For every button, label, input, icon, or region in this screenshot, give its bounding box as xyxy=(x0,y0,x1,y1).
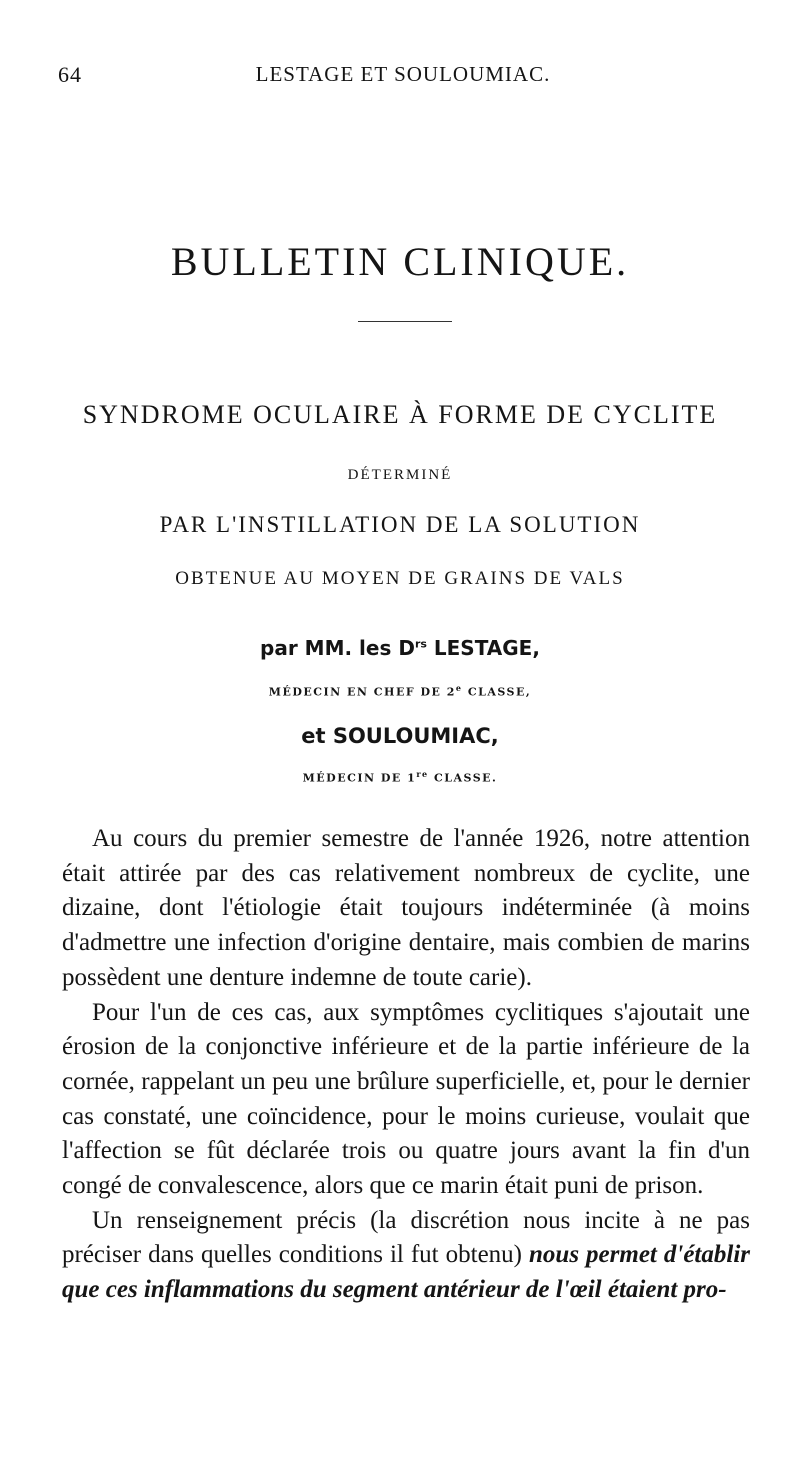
second-author-role-pre: MÉDECIN DE 1 xyxy=(302,771,417,785)
first-author-role-post: CLASSE, xyxy=(467,685,532,699)
article-title-line-4: OBTENUE AU MOYEN DE GRAINS DE VALS xyxy=(175,568,625,589)
first-author-role-pre: MÉDECIN EN CHEF DE 2 xyxy=(268,685,456,699)
first-author-role-sup: e xyxy=(455,683,463,693)
second-author-line: et SOULOUMIAC, xyxy=(301,724,499,748)
first-author-name: LESTAGE, xyxy=(433,636,540,660)
article-title-line-3: PAR L'INSTILLATION DE LA SOLUTION xyxy=(159,512,641,537)
first-author-prefix: par MM. les D xyxy=(260,636,415,660)
second-author-role-sup: re xyxy=(416,769,429,779)
body-text xyxy=(62,822,750,1308)
paragraph-3-roman: Un renseignement précis (la discrétion nous incite à ne pas préciser dans quelles conditions il fut obtenu) xyxy=(62,1206,750,1269)
first-author-prefix-sup: rs xyxy=(414,637,427,651)
article-title-line-1: SYNDROME OCULAIRE À FORME DE CYCLITE xyxy=(82,400,718,429)
paragraph-2: Pour l'un de ces cas, aux symptômes cyclitiques s'ajoutait une érosion de la conjonctive inférieure et de la partie inférieure de la cornée, rappelant un peu une brûlure superficielle, et, pour le dernier cas constaté, une coïncidence, pour le moins curieuse, voulait que l'affection se fût déclarée trois ou quatre jours avant la fin d'un congé de convalescence, alors que ce marin était puni de prison. xyxy=(62,998,750,1200)
second-author-role-post: CLASSE. xyxy=(433,771,498,785)
paragraph-1: Au cours du premier semestre de l'année 1926, notre attention était attirée par des cas relativement nombreux de cyclite, une dizaine, dont l'étiologie était toujours indéterminée (à moins d'admettre une infection d'origine dentaire, mais combien de marins possèdent une denture indemne de toute carie). xyxy=(62,825,750,991)
first-author-line xyxy=(0,636,800,660)
section-title: BULLETIN CLINIQUE. xyxy=(170,239,630,284)
paragraph-3-italic: nous permet d'établir que ces inflammations du segment antérieur de l'œil étaient pro- xyxy=(62,1241,750,1304)
first-author-role xyxy=(0,683,800,699)
second-author-role xyxy=(0,769,800,785)
paragraph-3 xyxy=(62,1204,750,1308)
running-header xyxy=(58,62,748,92)
running-title: LESTAGE ET SOULOUMIAC. xyxy=(255,62,551,86)
article-title-line-2: DÉTERMINÉ xyxy=(347,467,453,483)
title-divider xyxy=(358,321,452,322)
page-number: 64 xyxy=(58,62,82,87)
